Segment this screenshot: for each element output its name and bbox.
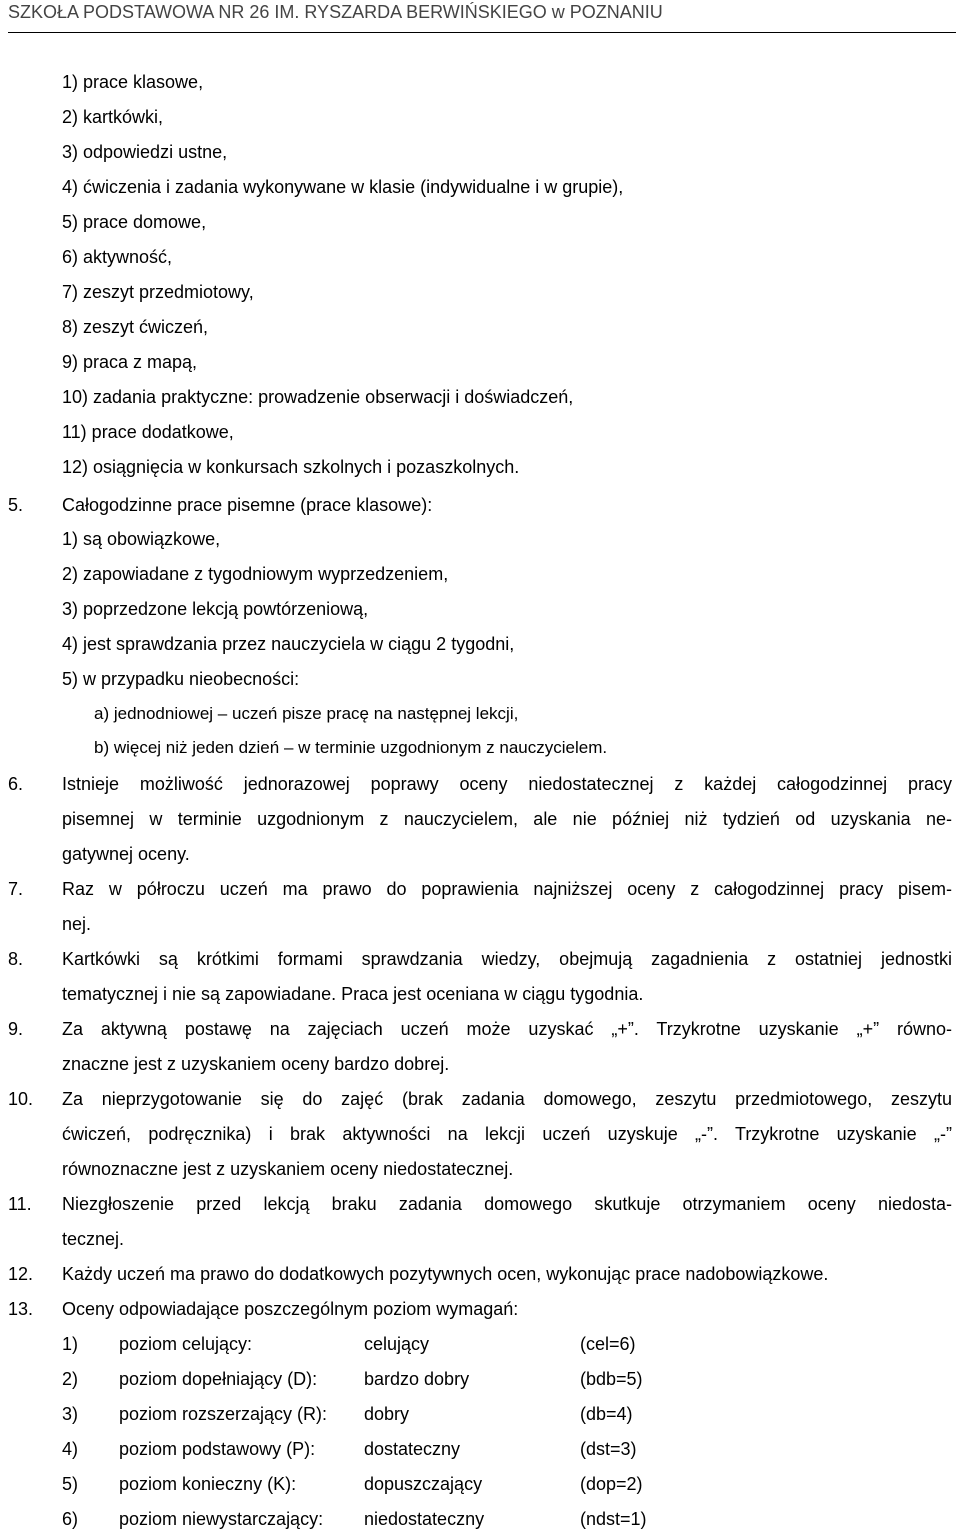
list-item: 3) odpowiedzi ustne, [62,142,228,162]
grade-number: 6) [62,1509,79,1529]
grade-number: 3) [62,1404,79,1424]
list-item: 2) zapowiadane z tygodniowym wyprzedzeniem, [62,564,449,584]
paragraph-line: gatywnej oceny. [62,844,190,864]
grade-row [0,1438,960,1460]
grade-name: dostateczny [364,1439,461,1459]
list-item: 2) kartkówki, [62,107,164,127]
grade-name: dopuszczający [364,1474,483,1494]
paragraph-line: Niezgłoszenie przed lekcją braku zadania domowego skutkuje otrzymaniem oceny niedosta- [62,1194,952,1214]
grade-row [0,1508,960,1530]
grade-name: niedostateczny [364,1509,485,1529]
grade-number: 2) [62,1369,79,1389]
grade-row [0,1403,960,1425]
grade-abbr: (bdb=5) [580,1369,643,1389]
grade-level: poziom niewystarczający: [119,1509,324,1529]
grade-level: poziom podstawowy (P): [119,1439,316,1459]
point-number: 6. [8,774,24,794]
list-item: 10) zadania praktyczne: prowadzenie obserwacji i doświadczeń, [62,387,574,407]
paragraph-line: Każdy uczeń ma prawo do dodatkowych pozytywnych ocen, wykonując prace nadobowiązkowe. [62,1264,829,1284]
grade-level: poziom celujący: [119,1334,253,1354]
grade-level: poziom dopełniający (D): [119,1369,318,1389]
grade-number: 4) [62,1439,79,1459]
list-item: 12) osiągnięcia w konkursach szkolnych i pozaszkolnych. [62,457,520,477]
grade-row [0,1368,960,1390]
grade-abbr: (dop=2) [580,1474,643,1494]
paragraph-line: ćwiczeń, podręcznika) i brak aktywności na lekcji uczeń uzyskuje „-”. Trzykrotne uzyskanie „-” [62,1124,952,1144]
list-item: 4) ćwiczenia i zadania wykonywane w klasie (indywidualne i w grupie), [62,177,624,197]
grade-abbr: (ndst=1) [580,1509,647,1529]
grade-name: dobry [364,1404,410,1424]
grade-abbr: (cel=6) [580,1334,636,1354]
grade-abbr: (dst=3) [580,1439,637,1459]
list-item: 9) praca z mapą, [62,352,198,372]
sub-list-item: a) jednodniowej – uczeń pisze pracę na następnej lekcji, [94,704,519,723]
point-number: 9. [8,1019,24,1039]
grade-number: 1) [62,1334,79,1354]
list-item: 1) są obowiązkowe, [62,529,221,549]
paragraph-line: Kartkówki są krótkimi formami sprawdzania wiedzy, obejmują zagadnienia z ostatniej jednostki [62,949,952,969]
grade-row [0,1473,960,1495]
paragraph-line: Istnieje możliwość jednorazowej poprawy oceny niedostatecznej z każdej całogodzinnej pracy [62,774,952,794]
grade-name: celujący [364,1334,430,1354]
list-item: 4) jest sprawdzania przez nauczyciela w ciągu 2 tygodni, [62,634,515,654]
grade-level: poziom konieczny (K): [119,1474,297,1494]
list-item: 1) prace klasowe, [62,72,204,92]
point-number: 8. [8,949,24,969]
list-item: 6) aktywność, [62,247,173,267]
grade-level: poziom rozszerzający (R): [119,1404,328,1424]
paragraph-line: pisemnej w terminie uzgodnionym z nauczycielem, ale nie później niż tydzień od uzyskania ne- [62,809,952,829]
grade-name: bardzo dobry [364,1369,470,1389]
grade-row [0,1333,960,1355]
list-item: 11) prace dodatkowe, [62,422,234,442]
grade-number: 5) [62,1474,79,1494]
point-number: 11. [8,1194,32,1214]
paragraph-line: Za nieprzygotowanie się do zajęć (brak zadania domowego, zeszytu przedmiotowego, zeszytu [62,1089,952,1109]
paragraph-line: tematycznej i nie są zapowiadane. Praca jest oceniana w ciągu tygodnia. [62,984,644,1004]
point-number: 13. [8,1299,34,1319]
point-number: 12. [8,1264,34,1284]
paragraph-line: znaczne jest z uzyskaniem oceny bardzo dobrej. [62,1054,450,1074]
paragraph-line: Za aktywną postawę na zajęciach uczeń może uzyskać „+”. Trzykrotne uzyskanie „+” równo- [62,1019,952,1039]
list-item: 5) prace domowe, [62,212,207,232]
point-number: 7. [8,879,24,899]
point-number: 5. [8,495,24,515]
list-item: 7) zeszyt przedmiotowy, [62,282,254,302]
paragraph-line: Oceny odpowiadające poszczególnym poziom wymagań: [62,1299,519,1319]
section-title: Całogodzinne prace pisemne (prace klasowe): [62,495,433,515]
point-number: 10. [8,1089,34,1109]
paragraph-line: nej. [62,914,92,934]
list-item: 3) poprzedzone lekcją powtórzeniową, [62,599,369,619]
paragraph-line: Raz w półroczu uczeń ma prawo do poprawienia najniższej oceny z całogodzinnej pracy pisem- [62,879,952,899]
page-header: SZKOŁA PODSTAWOWA NR 26 IM. RYSZARDA BERWIŃSKIEGO w POZNANIU [8,2,956,33]
paragraph-line: równoznaczne jest z uzyskaniem oceny niedostatecznej. [62,1159,514,1179]
grade-abbr: (db=4) [580,1404,633,1424]
list-item: 8) zeszyt ćwiczeń, [62,317,209,337]
sub-list-item: b) więcej niż jeden dzień – w terminie uzgodnionym z nauczycielem. [94,738,608,757]
paragraph-line: tecznej. [62,1229,125,1249]
list-item: 5) w przypadku nieobecności: [62,669,300,689]
